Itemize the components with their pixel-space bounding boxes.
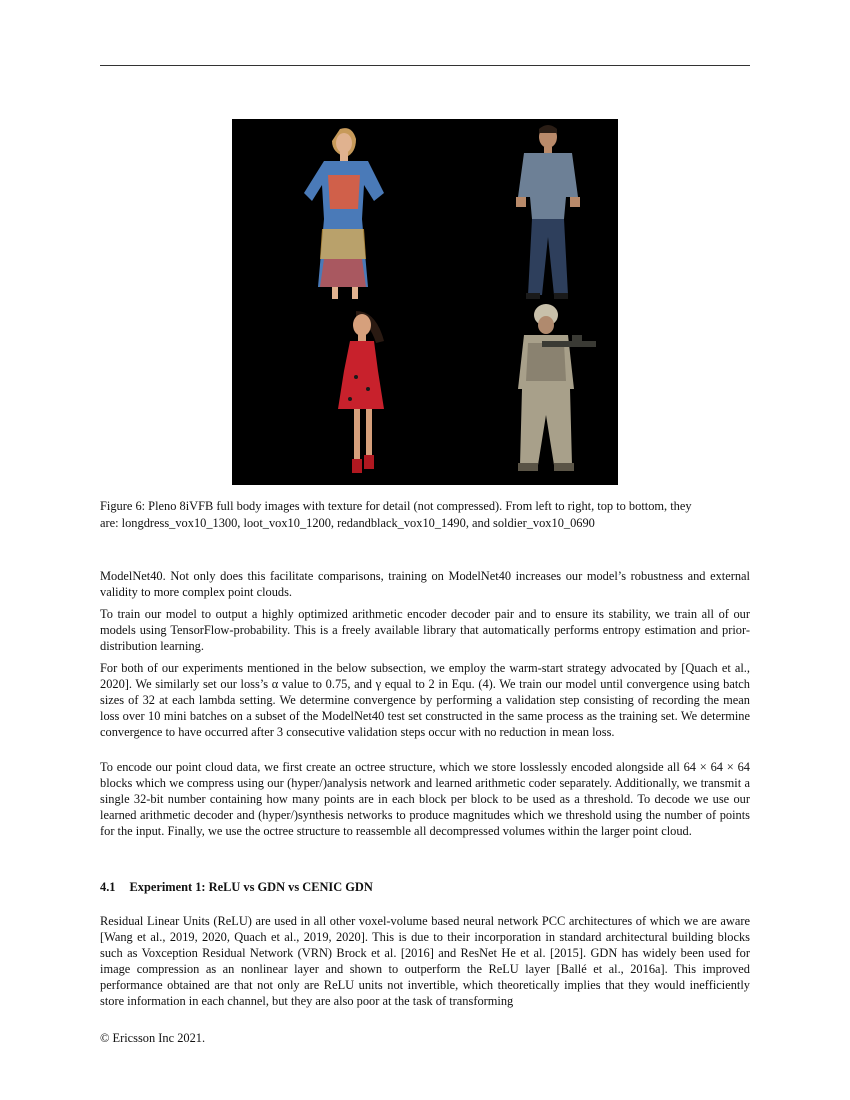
section-title: Experiment 1: ReLU vs GDN vs CENIC GDN [129,880,373,894]
figure-caption [100,498,750,531]
paragraph-modelnet40: ModelNet40. Not only does this facilitate comparisons, training on ModelNet40 increases our model’s robustness and external validity to more complex point clouds. [100,569,750,599]
paragraph-warm-start: For both of our experiments mentioned in the below subsection, we employ the warm-start strategy advocated by [Quach et al., 2020]. We similarly set our loss’s α value to 0.75, and γ equal to 2 in Equ. (4). We train our model until convergence using batch sizes of 32 at each lambda setting. We determine convergence by performing a validation step consisting of recording the mean loss over 10 mini batches on a subset of the ModelNet40 test set constructed in the same process as the training set. We determine convergence to have occurred after 3 consecutive validation steps occur with no reduction in mean loss. [100,661,750,739]
caption-line-2: are: longdress_vox10_1300, loot_vox10_1200, redandblack_vox10_1490, and soldier_vox10_0690 [100,515,595,530]
header-rule [100,65,750,66]
paragraph-tensorflow-probability: To train our model to output a highly optimized arithmetic encoder decoder pair and to ensure its stability, we train all of our models using TensorFlow-probability. This is a freely available library that automatically performs entropy estimation and prior-distribution learning. [100,607,750,653]
section-number: 4.1 [100,880,116,894]
section-heading [100,880,373,895]
copyright-footer: © Ericsson Inc 2021. [100,1031,206,1045]
paragraph-octree-encoding: To encode our point cloud data, we first create an octree structure, which we store losslessly encoded alongside all 64 × 64 × 64 blocks which we compress using our (hyper/)analysis network and learned arithmetic coder separately. Additionally, we transmit a single 32-bit number containing how many points are in each block per block to be used as a threshold. To decode we use our learned arithmetic decoder and (hyper/)synthesis networks to produce magnitudes which we threshold using the number of points for the input. Finally, we use the octree structure to reassemble all decompressed volumes within the larger point cloud. [100,760,750,838]
caption-line-1: Figure 6: Pleno 8iVFB full body images with texture for detail (not compressed). From left to right, top to bottom, they [100,499,692,513]
figure-6-image [232,119,618,485]
paragraph-relu-gdn: Residual Linear Units (ReLU) are used in all other voxel-volume based neural network PCC architectures of which we are aware [Wang et al., 2019, 2020, Quach et al., 2019, 2020]. This is due to their incorporation in standard architectural building blocks such as Voxception Residual Network (VRN) Brock et al. [2016] and ResNet He et al. [2015]. GDN has widely been used for image compression as an nonlinear layer and shown to outperform the ReLU layer [Ballé et al., 2016a]. This improved performance obtained are that not only are ReLU units not invertible, which theoretically implies that they would inefficiently store information in each channel, but they are also poor at the task of transforming [100,914,750,1008]
